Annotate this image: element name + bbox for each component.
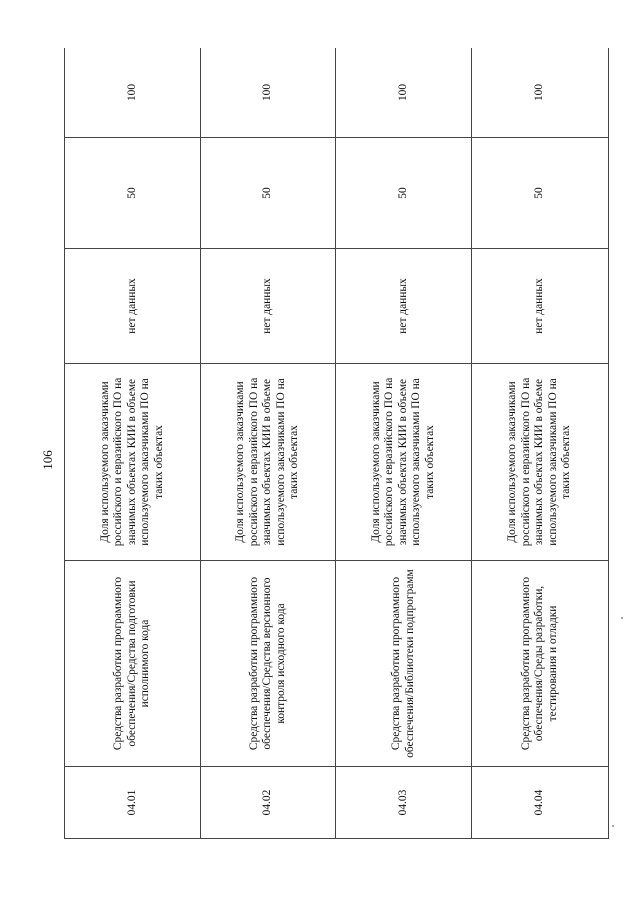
- page-number-text: 106: [40, 450, 55, 470]
- row-baseline: нет данных: [472, 249, 609, 364]
- row-indicator: Доля используемого заказчиками российского и евразийского ПО на значимых объектах КИИ в объеме используемого заказчиками ПО на таких объектах: [336, 364, 472, 561]
- row-code: 04.02: [200, 767, 336, 839]
- table-row: [336, 48, 472, 839]
- page-number: [40, 440, 56, 480]
- row-baseline: нет данных: [65, 249, 201, 364]
- indicators-table: [64, 48, 609, 839]
- row-indicator: Доля используемого заказчиками российского и евразийского ПО на значимых объектах КИИ в объеме используемого заказчиками ПО на таких объектах: [472, 364, 609, 561]
- row-target-2: 100: [336, 48, 472, 138]
- row-indicator: Доля используемого заказчиками российского и евразийского ПО на значимых объектах КИИ в объеме используемого заказчиками ПО на таких объектах: [65, 364, 201, 561]
- scan-speck: [621, 617, 623, 619]
- row-name: Средства разработки программного обеспечения/Средства версионного контроля исходного кода: [200, 561, 336, 767]
- row-indicator: Доля используемого заказчиками российского и евразийского ПО на значимых объектах КИИ в объеме используемого заказчиками ПО на таких объектах: [200, 364, 336, 561]
- row-target-2: 100: [472, 48, 609, 138]
- row-code: 04.04: [472, 767, 609, 839]
- row-target-1: 50: [200, 138, 336, 249]
- scan-speck: [612, 825, 614, 827]
- rotated-table-container: [64, 48, 609, 839]
- row-name: Средства разработки программного обеспечения/Среды разработки, тестирования и отладки: [472, 561, 609, 767]
- table-row: [65, 48, 201, 839]
- row-target-1: 50: [65, 138, 201, 249]
- row-code: 04.01: [65, 767, 201, 839]
- row-baseline: нет данных: [336, 249, 472, 364]
- row-target-2: 100: [65, 48, 201, 138]
- row-target-1: 50: [472, 138, 609, 249]
- row-name: Средства разработки программного обеспечения/Средства подготовки исполнимого кода: [65, 561, 201, 767]
- row-name: Средства разработки программного обеспечения/Библиотеки подпрограмм: [336, 561, 472, 767]
- table-row: [200, 48, 336, 839]
- row-baseline: нет данных: [200, 249, 336, 364]
- row-code: 04.03: [336, 767, 472, 839]
- row-target-1: 50: [336, 138, 472, 249]
- table-row: [472, 48, 609, 839]
- row-target-2: 100: [200, 48, 336, 138]
